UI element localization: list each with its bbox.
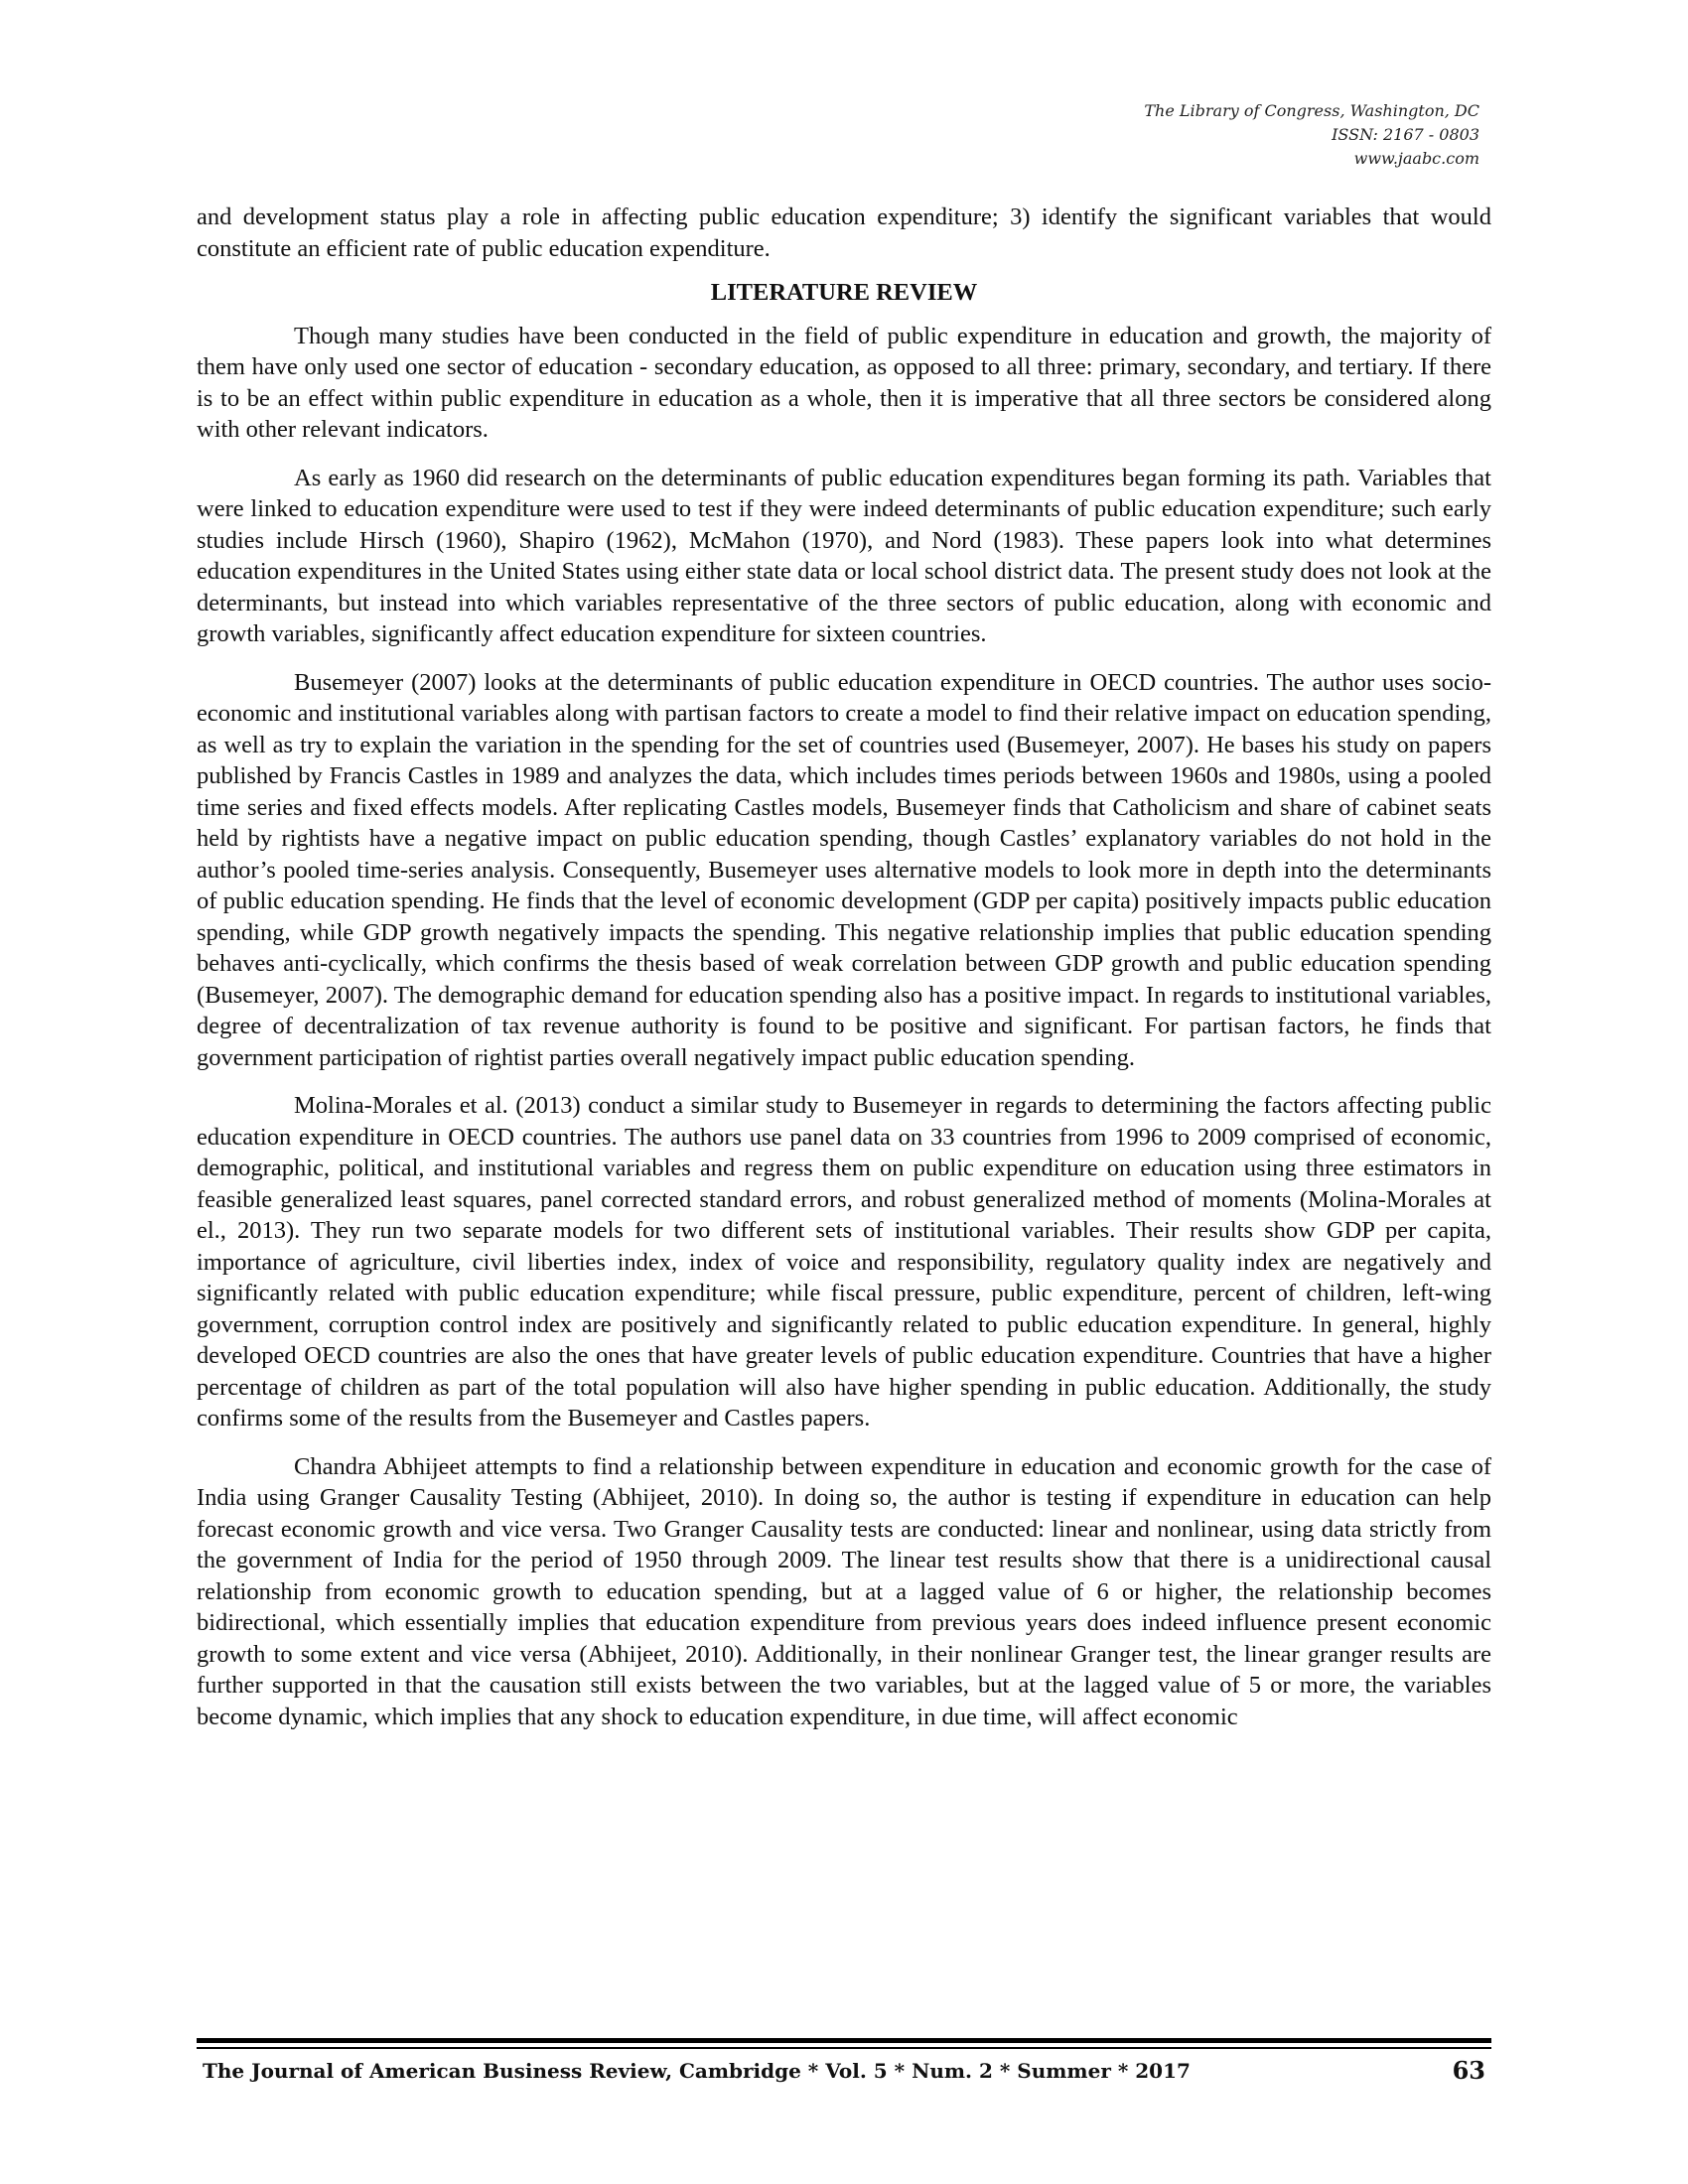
- paragraph: Molina-Morales et al. (2013) conduct a similar study to Busemeyer in regards to determining the factors affecting public education expenditure in OECD countries. The authors use panel data on 33 countries from 1996 to 2009 comprised of economic, demographic, political, and institutional variables and regress them on public expenditure on education using three estimators in feasible generalized least squares, panel corrected standard errors, and robust generalized method of moments (Molina-Morales at el., 2013). They run two separate models for two different sets of institutional variables. Their results show GDP per capita, importance of agriculture, civil liberties index, index of voice and responsibility, regulatory quality index are negatively and significantly related with public education expenditure; while fiscal pressure, public expenditure, percent of children, left-wing government, corruption control index are positively and significantly related to public education expenditure. In general, highly developed OECD countries are also the ones that have greater levels of public education expenditure. Countries that have a higher percentage of children as part of the total population will also have higher spending in public education. Additionally, the study confirms some of the results from the Busemeyer and Castles papers.: [197, 1092, 1491, 1432]
- footer-divider-thin: [197, 2047, 1491, 2049]
- paragraph: Busemeyer (2007) looks at the determinants of public education expenditure in OECD countries. The author uses socio-economic and institutional variables along with partisan factors to create a model to find their relative impact on education spending, as well as try to explain the variation in the spending for the set of countries used (Busemeyer, 2007). He bases his study on papers published by Francis Castles in 1989 and analyzes the data, which includes times periods between 1960s and 1980s, using a pooled time series and fixed effects models. After replicating Castles models, Busemeyer finds that Catholicism and share of cabinet seats held by rightists have a negative impact on public education spending, though Castles’ explanatory variables do not hold in the author’s pooled time-series analysis. Consequently, Busemeyer uses alternative models to look more in depth into the determinants of public education spending. He finds that the level of economic development (GDP per capita) positively impacts public education spending, while GDP growth negatively impacts the spending. This negative relationship implies that public education spending behaves anti-cyclically, which confirms the thesis based of weak correlation between GDP growth and public education spending (Busemeyer, 2007). The demographic demand for education spending also has a positive impact. In regards to institutional variables, degree of decentralization of tax revenue authority is found to be positive and significant. For partisan factors, he finds that government participation of rightist parties overall negatively impact public education spending.: [197, 668, 1491, 1071]
- footer-divider-thick: [197, 2038, 1491, 2043]
- paragraph: Chandra Abhijeet attempts to find a relationship between expenditure in education and economic growth for the case of India using Granger Causality Testing (Abhijeet, 2010). In doing so, the author is testing if expenditure in education can help forecast economic growth and vice versa. Two Granger Causality tests are conducted: linear and nonlinear, using data strictly from the government of India for the period of 1950 through 2009. The linear test results show that there is a unidirectional causal relationship from economic growth to education spending, but at a lagged value of 6 or higher, the relationship becomes bidirectional, which essentially implies that education expenditure from previous years does indeed influence present economic growth to some extent and vice versa (Abhijeet, 2010). Additionally, in their nonlinear Granger test, the linear granger results are further supported in that the causation still exists between the two variables, but at the lagged value of 5 or more, the variables become dynamic, which implies that any shock to education expenditure, in due time, will affect economic: [197, 1452, 1491, 1730]
- paragraph: Though many studies have been conducted in the field of public expenditure in education and growth, the majority of them have only used one sector of education - secondary education, as opposed to all three: primary, secondary, and tertiary. If there is to be an effect within public expenditure in education as a whole, then it is imperative that all three sectors be considered along with other relevant indicators.: [197, 322, 1491, 443]
- page-number: 63: [1452, 2056, 1485, 2085]
- section-heading: LITERATURE REVIEW: [710, 279, 978, 306]
- footer-journal-citation: The Journal of American Business Review, Cambridge * Vol. 5 * Num. 2 * Summer * 2017: [203, 2059, 1191, 2083]
- article-body: [197, 202, 1491, 1732]
- running-header: [1144, 99, 1479, 171]
- header-issn: ISSN: 2167 - 0803: [1332, 125, 1479, 144]
- header-website: www.jaabc.com: [1353, 149, 1479, 168]
- paragraph: As early as 1960 did research on the determinants of public education expenditures began forming its path. Variables that were linked to education expenditure were used to test if they were indeed determinants of public education expenditure; such early studies include Hirsch (1960), Shapiro (1962), McMahon (1970), and Nord (1983). These papers look into what determines education expenditures in the United States using either state data or local school district data. The present study does not look at the determinants, but instead into which variables representative of the three sectors of public education, along with economic and growth variables, significantly affect education expenditure for sixteen countries.: [197, 464, 1491, 647]
- header-publisher: The Library of Congress, Washington, DC: [1144, 101, 1479, 120]
- intro-continuation: and development status play a role in affecting public education expenditure; 3) identify the significant variables that would constitute an efficient rate of public education expenditure.: [197, 204, 1491, 262]
